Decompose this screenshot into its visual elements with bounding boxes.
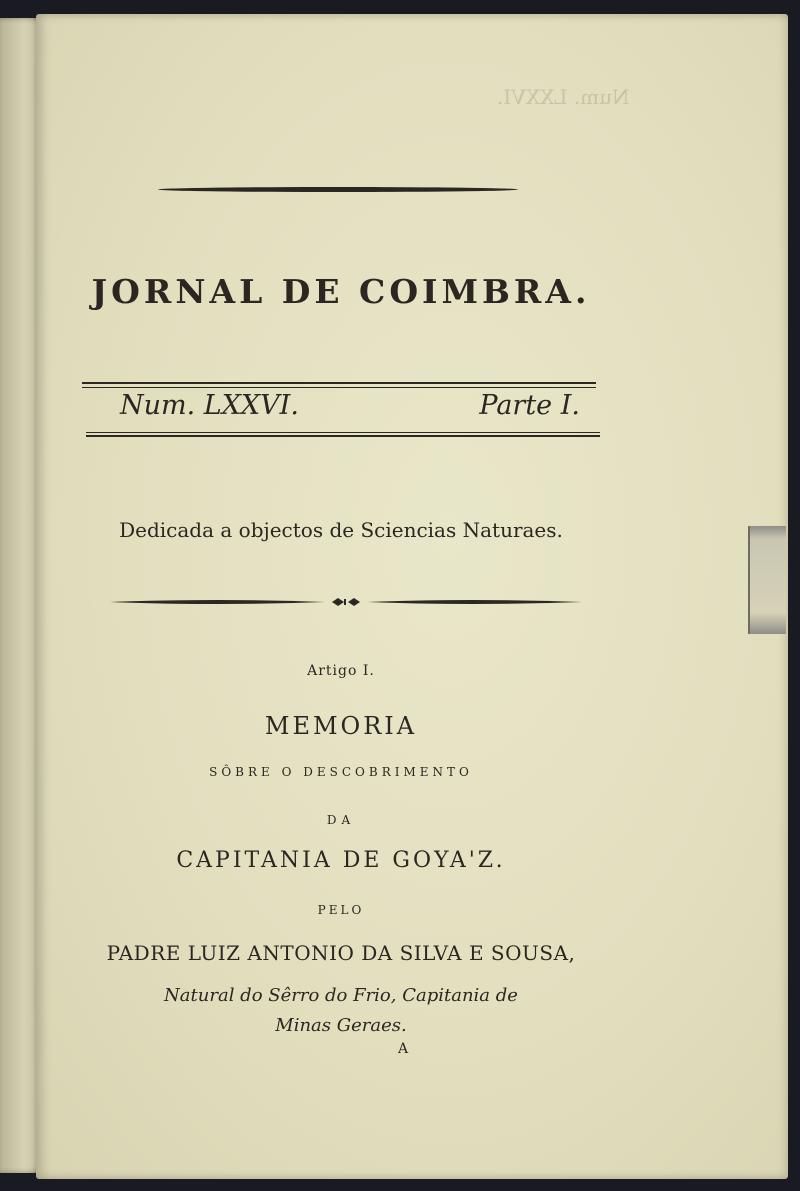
issue-number: Num. LXXVI.: [120, 390, 299, 421]
article-subtitle-2: DA: [326, 813, 356, 827]
article-subtitle-3: CAPITANIA DE GOYA'Z.: [176, 848, 506, 873]
article-author: PADRE LUIZ ANTONIO DA SILVA E SOUSA,: [106, 941, 576, 965]
header-rule-top-thin: [82, 387, 596, 388]
top-rule: [158, 187, 518, 192]
facing-page-edge: [0, 18, 40, 1173]
article-label: Artigo I.: [307, 663, 375, 679]
header-rule-bottom: [86, 435, 600, 437]
header-rule-bottom-thin: [86, 432, 600, 433]
article-title: MEMORIA: [264, 712, 418, 740]
show-through-text: Num. LXXVI.: [497, 85, 630, 109]
page-marker-tab: [748, 526, 786, 634]
article-subtitle-1: SÔBRE O DESCOBRIMENTO: [209, 765, 473, 779]
catchword: A: [398, 1041, 409, 1057]
header-rule-top: [82, 382, 596, 384]
issue-part: Parte I.: [479, 390, 580, 421]
author-origin-line-2: Minas Geraes.: [275, 1015, 407, 1036]
dedication: Dedicada a objectos de Sciencias Naturaes.: [119, 518, 563, 542]
article-by: PELO: [317, 903, 365, 917]
author-origin-line-1: Natural do Sêrro do Frio, Capitania de: [164, 985, 518, 1006]
ornament-divider: [110, 597, 582, 607]
journal-title: JORNAL DE COIMBRA.: [91, 272, 591, 311]
